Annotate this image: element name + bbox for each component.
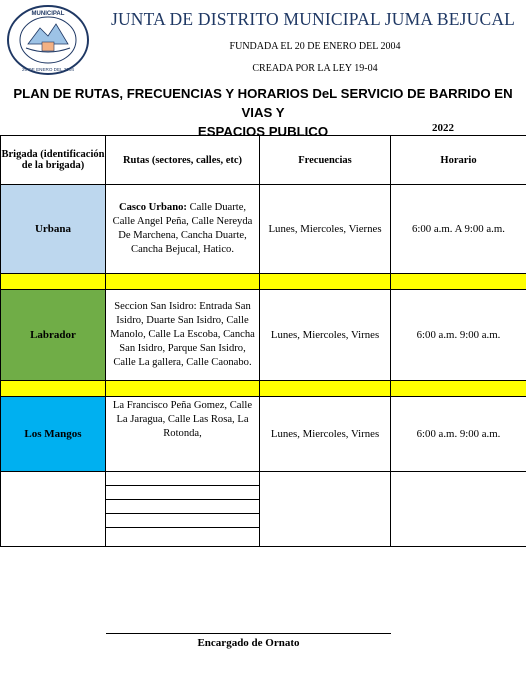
seal-bottom-text: 20 DE ENERO DEL 2004 <box>22 67 74 72</box>
separator-row <box>1 274 526 290</box>
separator-row <box>1 381 526 397</box>
route-cell: La Francisco Peña Gomez, Calle La Jaragua, Calle Las Rosa, La Rotonda, <box>106 397 260 472</box>
signature-line <box>106 633 391 634</box>
brigada-cell: Los Mangos <box>1 397 106 472</box>
institution-title: JUNTA DE DISTRITO MUNICIPAL JUMA BEJUCAL <box>110 9 516 29</box>
empty-lines-cell <box>106 472 260 547</box>
brigada-cell: Labrador <box>1 290 106 381</box>
municipal-seal <box>6 4 90 76</box>
route-text: Calle Duarte, Calle Angel Peña, Calle Nereyda De Marchena, Cancha Duarte, Cancha Bejucal, Hatico. <box>112 202 253 255</box>
header-frecuencias: Frecuencias <box>260 136 391 185</box>
brigada-cell: Urbana <box>1 185 106 274</box>
routes-table <box>0 135 526 547</box>
created-line: CREADA POR LA LEY 19-04 <box>252 63 378 74</box>
table-row <box>1 397 526 472</box>
horario-cell: 6:00 a.m. A 9:00 a.m. <box>391 185 526 274</box>
header-brigada: Brigada (identificación de la brigada) <box>1 136 106 185</box>
frecuencia-cell: Lunes, Miercoles, Virnes <box>260 290 391 381</box>
table-header-row <box>1 136 526 185</box>
signature-label: Encargado de Ornato <box>197 637 300 649</box>
route-cell: Seccion San Isidro: Entrada San Isidro, Duarte San Isidro, Calle Manolo, Calle La Escoba, Cancha San Isidro, Parque San Isidro, Calle La gallera, Calle Caonabo. <box>106 290 260 381</box>
route-bold: Casco Urbano: <box>118 202 187 213</box>
horario-cell: 6:00 a.m. 9:00 a.m. <box>391 290 526 381</box>
route-cell <box>106 185 260 274</box>
table-row <box>1 290 526 381</box>
plan-title-line2: ESPACIOS PUBLICO <box>197 124 329 139</box>
empty-row <box>1 472 526 547</box>
header-rutas: Rutas (sectores, calles, etc) <box>106 136 260 185</box>
frecuencia-cell: Lunes, Miercoles, Virnes <box>260 397 391 472</box>
header-horario: Horario <box>391 136 526 185</box>
frecuencia-cell: Lunes, Miercoles, Viernes <box>260 185 391 274</box>
year: 2022 <box>432 122 454 134</box>
founded-line: FUNDADA EL 20 DE ENERO DEL 2004 <box>229 41 401 52</box>
horario-cell: 6:00 a.m. 9:00 a.m. <box>391 397 526 472</box>
plan-title-line1: PLAN DE RUTAS, FRECUENCIAS Y HORARIOS DeL SERVICIO DE BARRIDO EN VIAS Y <box>13 86 513 120</box>
seal-top-text: MUNICIPAL <box>31 11 65 17</box>
table-row <box>1 185 526 274</box>
